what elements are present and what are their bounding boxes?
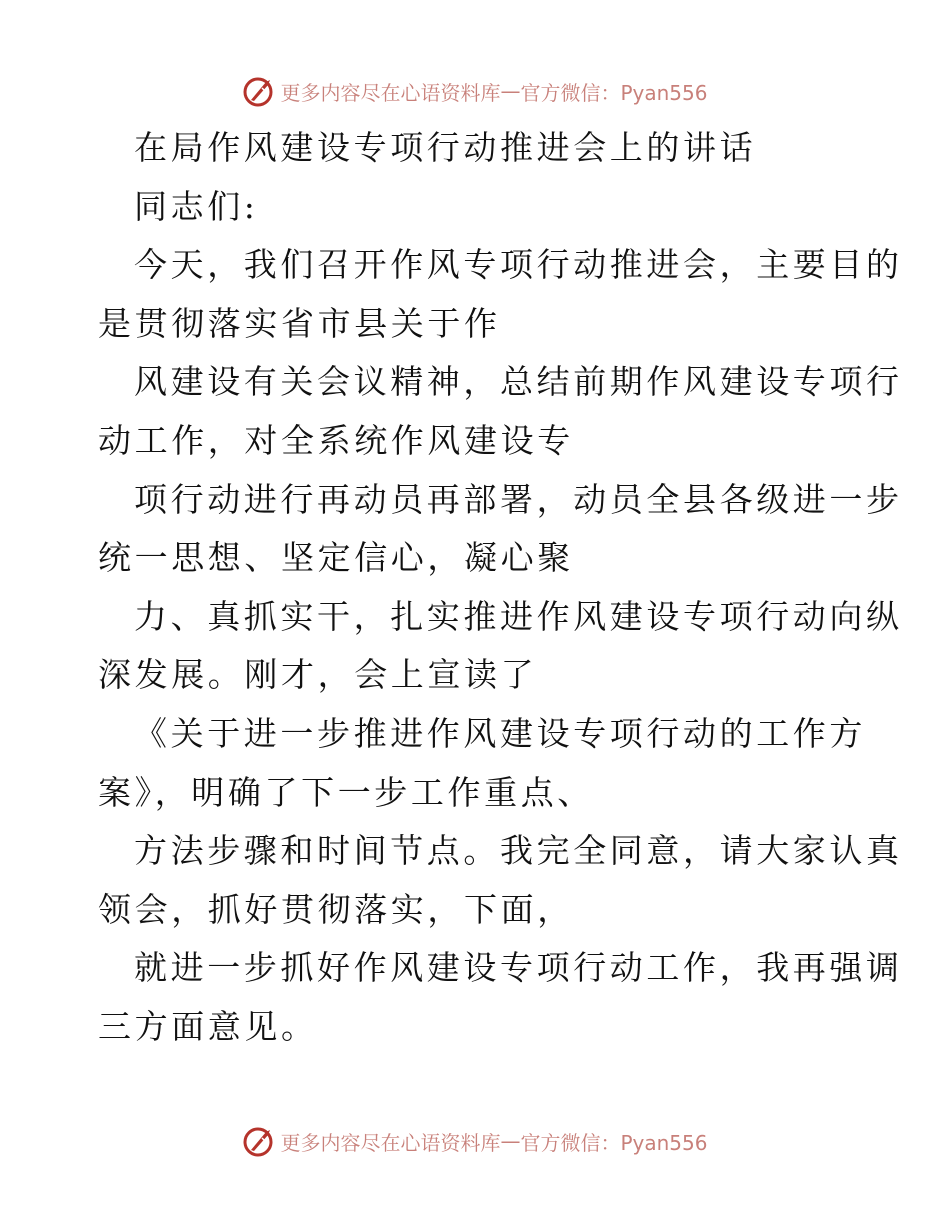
paragraph-line: 统一思想、坚定信心，凝心聚 bbox=[98, 538, 574, 578]
paragraph-line: 动工作，对全系统作风建设专 bbox=[98, 420, 574, 460]
footer-watermark bbox=[0, 1121, 950, 1161]
paragraph-line: 风建设有关会议精神，总结前期作风建设专项行 bbox=[134, 362, 903, 402]
document-body bbox=[98, 119, 903, 1057]
watermark-contact: 官方微信：Pyan556 bbox=[520, 80, 708, 105]
watermark-text: 更多内容尽在心语资料库 bbox=[280, 80, 501, 105]
paragraph-line: 领会，抓好贯彻落实，下面， bbox=[98, 889, 574, 929]
paragraph-line: 《关于进一步推进作风建设专项行动的工作方 bbox=[134, 713, 866, 753]
quill-pen-icon bbox=[242, 1124, 276, 1158]
header-watermark bbox=[0, 71, 950, 111]
paragraph-line: 深发展。刚才，会上宣读了 bbox=[98, 655, 538, 695]
watermark-separator: — bbox=[500, 1129, 521, 1153]
paragraph-line: 就进一步抓好作风建设专项行动工作，我再强调 bbox=[134, 948, 903, 988]
paragraph-line: 三方面意见。 bbox=[98, 1006, 318, 1046]
paragraph-line: 是贯彻落实省市县关于作 bbox=[98, 303, 501, 343]
paragraph-line: 项行动进行再动员再部署，动员全县各级进一步 bbox=[134, 479, 903, 519]
watermark-contact: 官方微信：Pyan556 bbox=[520, 1130, 708, 1155]
paragraph-line: 案》，明确了下一步工作重点、 bbox=[98, 772, 594, 812]
quill-pen-icon bbox=[242, 74, 276, 108]
watermark-separator: — bbox=[500, 79, 521, 103]
paragraph-line: 今天，我们召开作风专项行动推进会，主要目的 bbox=[134, 245, 903, 285]
salutation: 同志们: bbox=[134, 186, 259, 226]
paragraph-line: 力、真抓实干，扎实推进作风建设专项行动向纵 bbox=[134, 596, 903, 636]
watermark-text: 更多内容尽在心语资料库 bbox=[280, 1130, 501, 1155]
document-title: 在局作风建设专项行动推进会上的讲话 bbox=[134, 128, 757, 167]
paragraph-line: 方法步骤和时间节点。我完全同意，请大家认真 bbox=[134, 831, 903, 871]
